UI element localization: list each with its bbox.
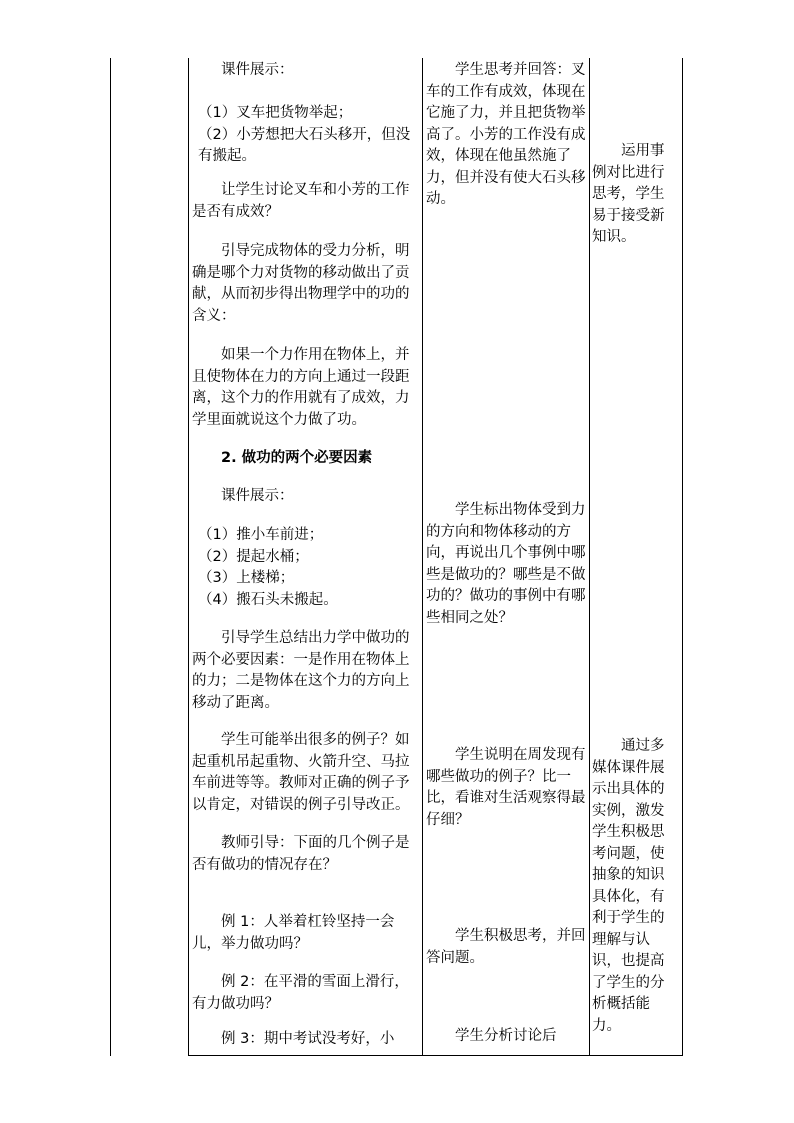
- student-examples: 学生可能举出很多的例子？如起重机吊起重物、火箭升空、马拉车前进等等。教师对正确的例子予以肯定，对错误的例子引导改正。: [192, 732, 410, 813]
- teacher-guide-question: 教师引导：下面的几个例子是否有做功的情况存在？: [192, 835, 410, 873]
- table-right-border: [682, 58, 683, 1056]
- design-intent-2: 通过多媒体课件展示出具体的实例，激发学生积极思考问题，使抽象的知识具体化，有利于学生的理解与认识，也提高了学生的分析概括能力。: [592, 738, 665, 1034]
- courseware-heading-2: 课件展示：: [221, 488, 294, 504]
- table-left-outer-border: [110, 58, 111, 1056]
- courseware-heading-1: 课件展示：: [221, 62, 294, 78]
- example-2: 例 2：在平滑的雪面上滑行，有力做功吗？: [192, 974, 409, 1012]
- student-answer-4: 学生积极思考，并回答问题。: [426, 928, 586, 966]
- student-answer-3: 学生说明在周发现有哪些做功的例子？比一比，看谁对生活观察得最仔细？: [426, 747, 586, 828]
- student-answer-5: 学生分析讨论后: [455, 1028, 557, 1044]
- force-analysis-guide: 引导完成物体的受力分析，明确是哪个力对货物的移动做出了贡献，从而初步得出物理学中的功的含义：: [192, 243, 410, 324]
- design-intent-1: 运用事例对比进行思考，学生易于接受新知识。: [592, 143, 665, 245]
- two-factors-summary: 引导学生总结出力学中做功的两个必要因素：一是作用在物体上的力；二是物体在这个力的方向上移动了距离。: [192, 630, 410, 711]
- student-answer-2: 学生标出物体受到力的方向和物体移动的方向，再说出几个事例中哪些是做功的？哪些是不做功的？做功的事例中有哪些相同之处？: [426, 502, 586, 626]
- section-2-title: 2. 做功的两个必要因素: [221, 450, 373, 466]
- student-answer-1: 学生思考并回答：叉车的工作有成效，体现在它施了力，并且把货物举高了。小芳的工作没有成效，体现在他虽然施了力，但并没有使大石头移动。: [426, 62, 586, 207]
- courseware-item: （1）叉车把货物举起；: [198, 105, 353, 121]
- courseware-item: （2）提起水桶；: [198, 548, 309, 565]
- table-column-divider-2: [589, 58, 590, 1056]
- courseware-item: （4）搬石头未搬起。: [198, 591, 338, 608]
- discussion-prompt: 让学生讨论叉车和小芳的工作是否有成效？: [192, 182, 410, 220]
- courseware-item: （2）小芳想把大石头移开，但没有搬起。: [198, 126, 411, 164]
- example-3: 例 3：期中考试没考好，小: [221, 1031, 395, 1047]
- table-left-inner-border: [188, 58, 189, 1056]
- courseware-item: （1）推小车前进；: [198, 527, 324, 543]
- table-bottom-border: [188, 1055, 683, 1056]
- example-1: 例 1：人举着杠铃坚持一会儿，举力做功吗？: [192, 914, 395, 952]
- courseware-item: （3）上楼梯；: [198, 570, 295, 586]
- work-definition: 如果一个力作用在物体上，并且使物体在力的方向上通过一段距离，这个力的作用就有了成效，力学里面就说这个力做了功。: [192, 347, 410, 428]
- table-column-divider-1: [422, 58, 423, 1056]
